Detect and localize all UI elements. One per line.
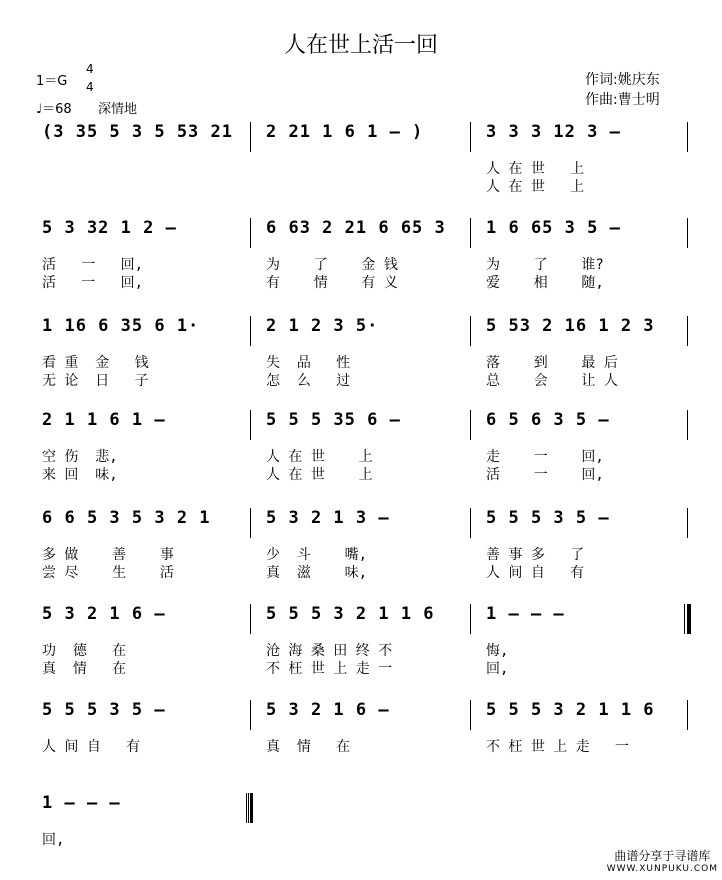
lyric-verse-2: 尝 尽 生 活 [42, 565, 174, 581]
measure-notes: 1 – – – [486, 604, 565, 624]
measure-notes: 5 3 32 1 2 – [42, 218, 177, 238]
measure-notes: (3 35 5 3 5 53 21 [42, 122, 233, 142]
lyric-verse-1: 人 在 世 上 [486, 161, 585, 177]
lyric-verse-1: 看 重 金 钱 [42, 355, 149, 371]
footer-site: WWW.XUNPUKU.COM [606, 864, 718, 874]
lyric-verse-1: 失 品 性 [266, 355, 351, 371]
measure-notes: 6 5 6 3 5 – [486, 410, 610, 430]
bar-line [250, 316, 251, 346]
tempo-marking: ♩＝68 [36, 102, 72, 117]
measure-notes: 2 21 1 6 1 – ) [266, 122, 424, 142]
lyric-verse-1: 人 间 自 有 [42, 739, 141, 755]
measure-notes: 3 3 3 12 3 – [486, 122, 621, 142]
key-signature: 1＝G [36, 74, 68, 89]
time-signature-top: 4 [86, 62, 94, 76]
lyric-verse-1: 回, [42, 832, 65, 848]
measure-notes: 5 3 2 1 6 – [266, 700, 390, 720]
lyric-verse-1: 活 一 回, [42, 257, 144, 273]
bar-line [470, 700, 471, 730]
double-bar-line-thick [250, 793, 253, 823]
bar-line [470, 410, 471, 440]
lyric-verse-2: 来 回 味, [42, 467, 118, 483]
measure-notes: 5 5 5 3 2 1 1 6 [486, 700, 655, 720]
bar-line [250, 700, 251, 730]
measure-notes: 6 63 2 21 6 65 3 [266, 218, 446, 238]
bar-line [687, 508, 688, 538]
lyric-verse-1: 少 斗 嘴, [266, 547, 368, 563]
lyric-verse-2: 总 会 让 人 [486, 373, 618, 389]
double-bar-line-thick [688, 604, 691, 634]
time-signature-bottom: 4 [86, 80, 94, 94]
measure-notes: 5 3 2 1 3 – [266, 508, 390, 528]
measure-notes: 1 6 65 3 5 – [486, 218, 621, 238]
lyric-verse-2: 人 间 自 有 [486, 565, 585, 581]
bar-line [250, 508, 251, 538]
measure-notes: 6 6 5 3 5 3 2 1 [42, 508, 211, 528]
lyric-verse-1: 不 枉 世 上 走 一 [486, 739, 630, 755]
lyric-verse-2: 怎 么 过 [266, 373, 351, 389]
lyric-verse-2: 人 在 世 上 [486, 179, 585, 195]
lyric-verse-2: 回, [486, 661, 509, 677]
measure-notes: 5 5 5 3 2 1 1 6 [266, 604, 435, 624]
footer-label: 曲谱分享于寻谱库 [614, 849, 711, 863]
lyric-verse-2: 活 一 回, [486, 467, 604, 483]
double-bar-line [246, 793, 247, 823]
bar-line [470, 316, 471, 346]
bar-line [250, 410, 251, 440]
lyric-verse-2: 有 情 有 义 [266, 275, 398, 291]
measure-notes: 5 3 2 1 6 – [42, 604, 166, 624]
measure-notes: 1 16 6 35 6 1· [42, 316, 200, 336]
lyric-verse-2: 真 情 在 [42, 661, 127, 677]
lyric-verse-1: 空 伤 悲, [42, 449, 118, 465]
credits [585, 70, 660, 110]
page-title: 人在世上活一回 [283, 33, 438, 58]
lyric-verse-2: 无 论 日 子 [42, 373, 149, 389]
lyric-verse-2: 人 在 世 上 [266, 467, 373, 483]
lyric-verse-2: 爱 相 随, [486, 275, 604, 291]
composer-credit: 作曲:曹士明 [585, 92, 660, 108]
measure-notes: 5 5 5 35 6 – [266, 410, 401, 430]
bar-line [687, 410, 688, 440]
bar-line [687, 122, 688, 152]
bar-line [250, 604, 251, 634]
lyric-verse-1: 为 了 金 钱 [266, 257, 398, 273]
bar-line [470, 508, 471, 538]
lyric-verse-1: 走 一 回, [486, 449, 604, 465]
lyric-verse-1: 为 了 谁? [486, 257, 604, 273]
bar-line [687, 218, 688, 248]
lyric-verse-1: 多 做 善 事 [42, 547, 174, 563]
bar-line [250, 122, 251, 152]
lyric-verse-2: 真 滋 味, [266, 565, 368, 581]
site-footer [607, 847, 718, 874]
lyricist-credit: 作词:姚庆东 [585, 72, 660, 88]
measure-notes: 1 – – – [42, 793, 121, 813]
lyric-verse-1: 人 在 世 上 [266, 449, 373, 465]
bar-line [687, 316, 688, 346]
lyric-verse-1: 功 德 在 [42, 643, 127, 659]
double-bar-line [684, 604, 685, 634]
measure-notes: 2 1 2 3 5· [266, 316, 379, 336]
lyric-verse-1: 沧 海 桑 田 终 不 [266, 643, 393, 659]
bar-line [470, 604, 471, 634]
measure-notes: 5 5 5 3 5 – [42, 700, 166, 720]
measure-notes: 2 1 1 6 1 – [42, 410, 166, 430]
lyric-verse-1: 善 事 多 了 [486, 547, 585, 563]
bar-line [248, 793, 249, 823]
lyric-verse-1: 落 到 最 后 [486, 355, 618, 371]
bar-line [470, 218, 471, 248]
bar-line [470, 122, 471, 152]
measure-notes: 5 53 2 16 1 2 3 [486, 316, 655, 336]
lyric-verse-1: 悔, [486, 643, 509, 659]
bar-line [250, 218, 251, 248]
measure-notes: 5 5 5 3 5 – [486, 508, 610, 528]
lyric-verse-2: 活 一 回, [42, 275, 144, 291]
lyric-verse-1: 真 情 在 [266, 739, 351, 755]
bar-line [687, 700, 688, 730]
lyric-verse-2: 不 枉 世 上 走 一 [266, 661, 393, 677]
expression-marking: 深情地 [98, 102, 138, 117]
